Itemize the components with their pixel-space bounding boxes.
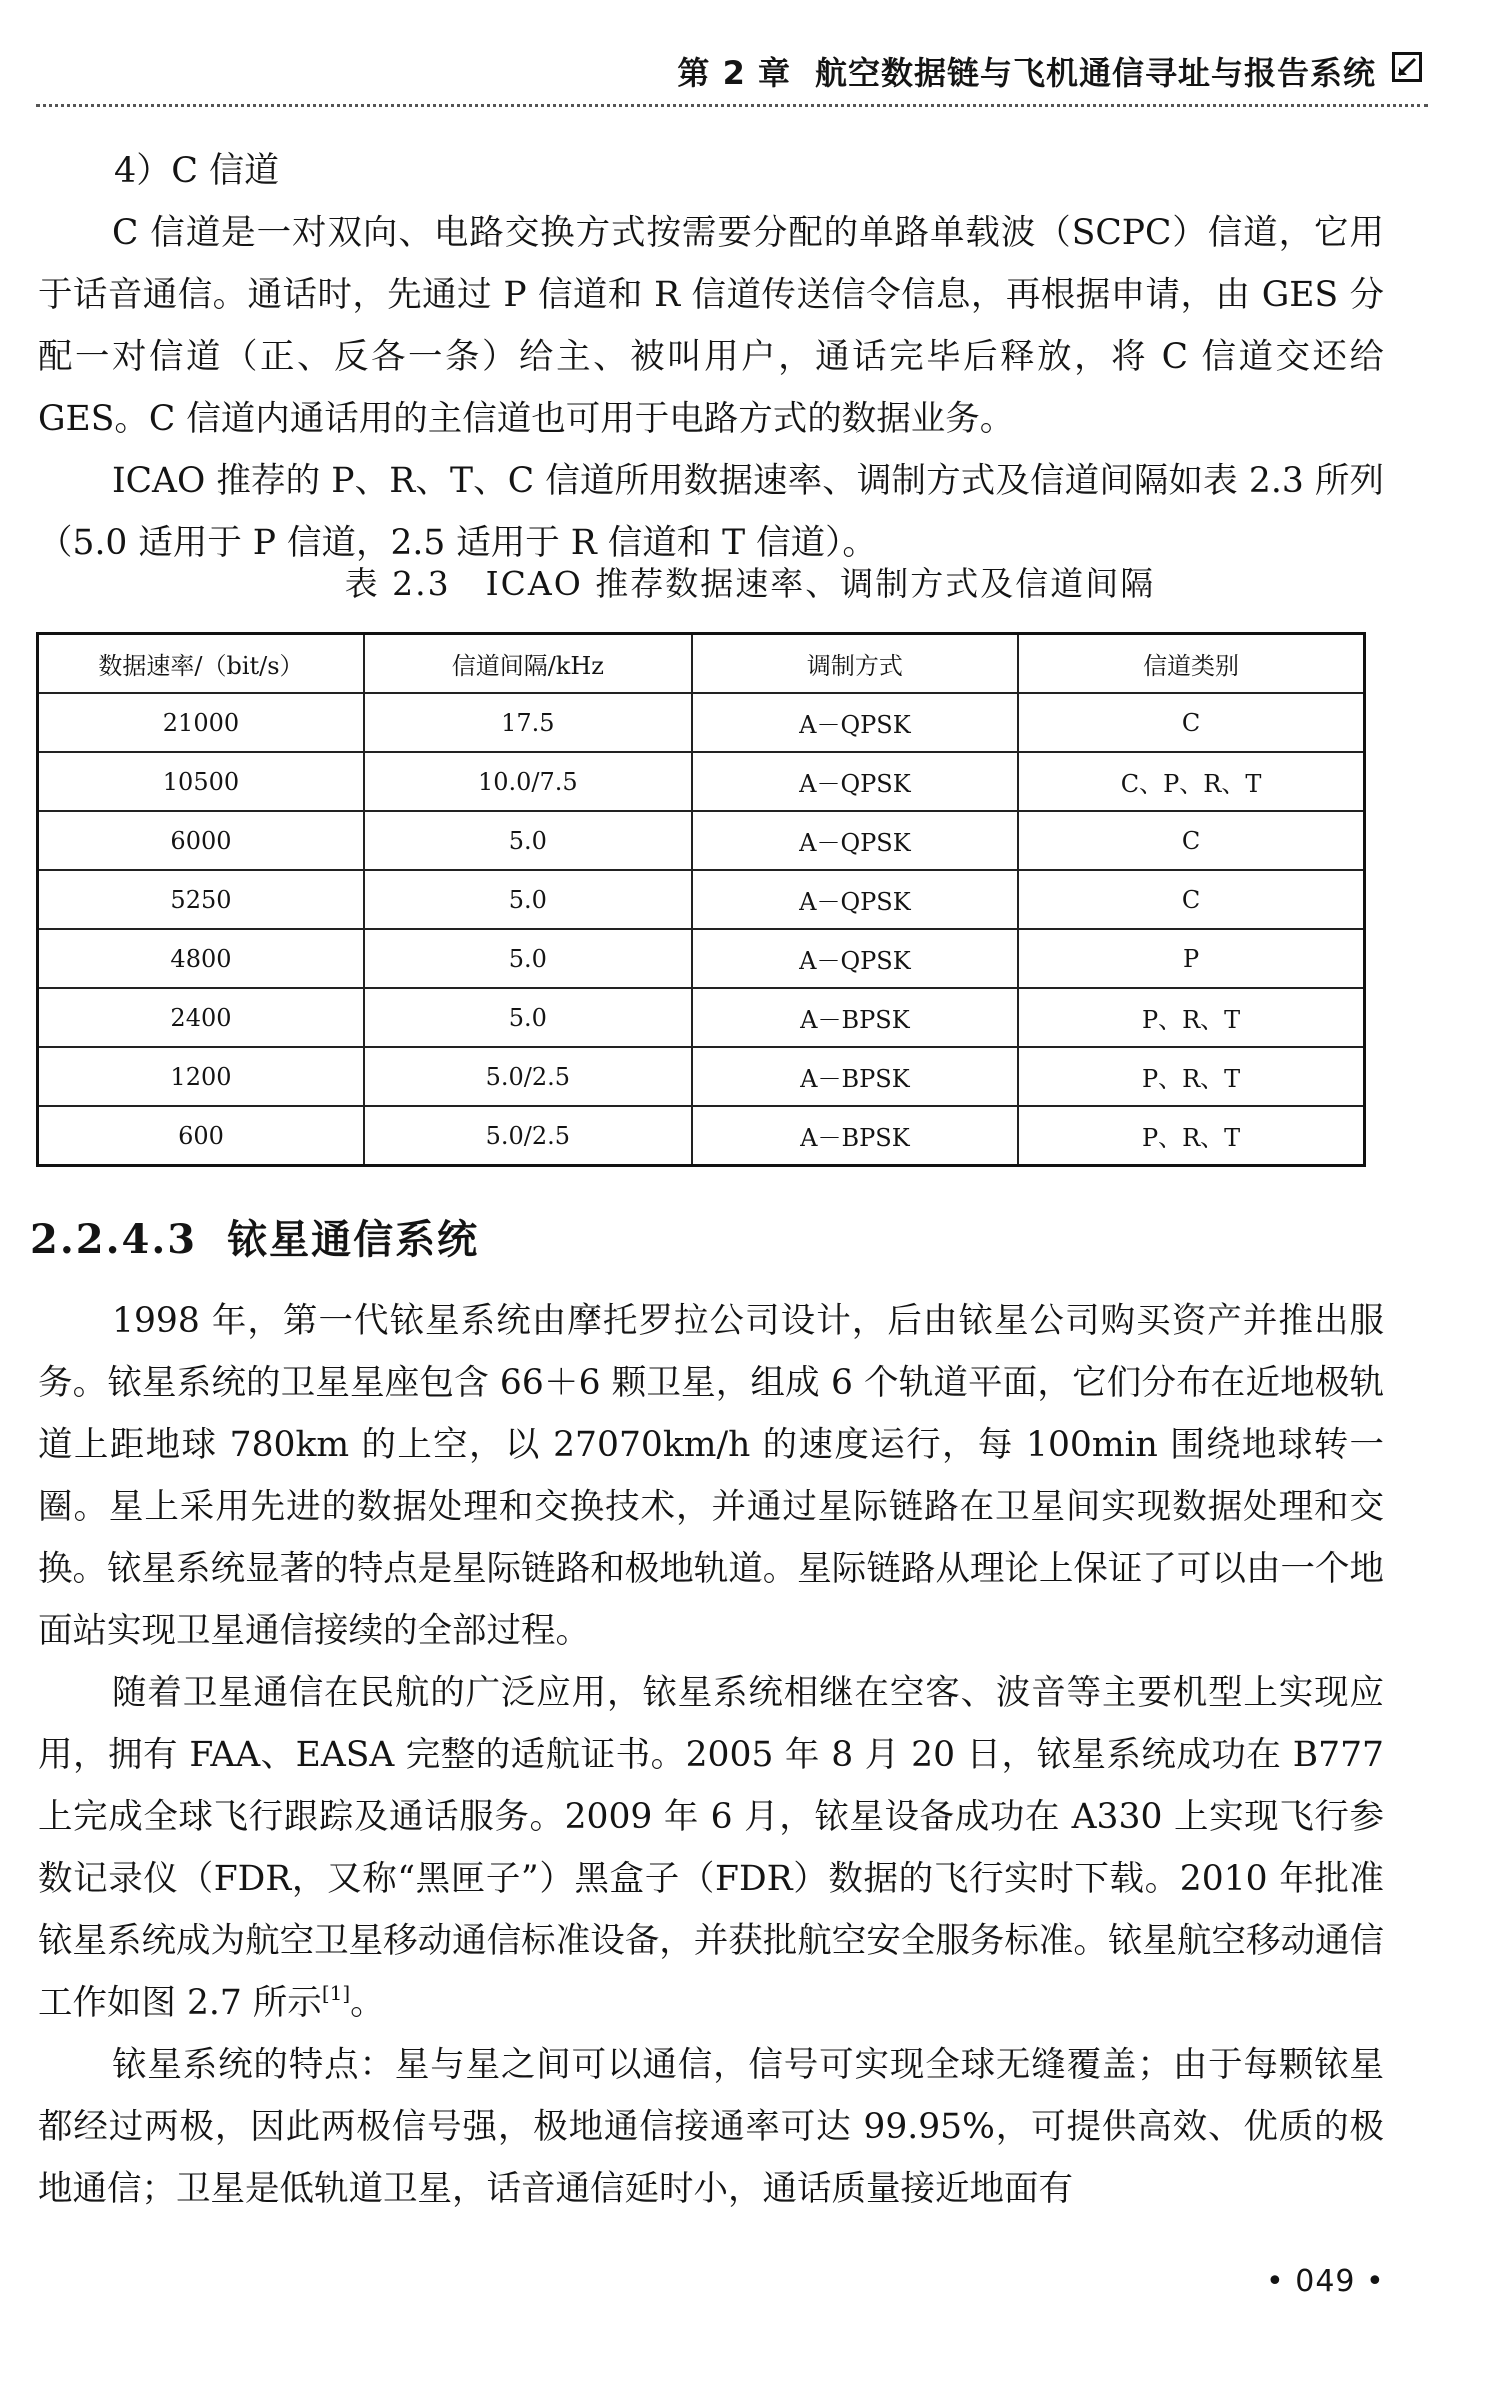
table-cell: 4800 — [38, 929, 364, 988]
section-number: 2.2.4.3 — [30, 1216, 198, 1263]
running-header — [0, 48, 1376, 94]
table-row — [38, 752, 1365, 811]
table-cell: 600 — [38, 1106, 364, 1166]
paragraph-icao-rates: ICAO 推荐的 P、R、T、C 信道所用数据速率、调制方式及信道间隔如表 2.3 所列（5.0 适用于 P 信道，2.5 适用于 R 信道和 T 信道）。 — [38, 461, 1384, 563]
table-cell: 5250 — [38, 870, 364, 929]
chapter-book-icon — [1392, 52, 1422, 82]
table-cell: C — [1018, 693, 1364, 752]
table-row — [38, 1106, 1365, 1166]
chapter-label: 第 2 章 — [677, 54, 791, 92]
table-cell: P、R、T — [1018, 988, 1364, 1047]
table-cell: 10500 — [38, 752, 364, 811]
table-cell: 5.0 — [364, 870, 692, 929]
table-cell: C — [1018, 811, 1364, 870]
table-cell: 5.0/2.5 — [364, 1047, 692, 1106]
table-row — [38, 929, 1365, 988]
table-row — [38, 811, 1365, 870]
table-row — [38, 693, 1365, 752]
table-cell: P、R、T — [1018, 1047, 1364, 1106]
table-cell: 21000 — [38, 693, 364, 752]
table-cell: 5.0 — [364, 929, 692, 988]
paragraph-iridium-history: 1998 年，第一代铱星系统由摩托罗拉公司设计，后由铱星公司购买资产并推出服务。铱星系统的卫星星座包含 66＋6 颗卫星，组成 6 个轨道平面，它们分布在近地极轨道上距地球 780km 的上空，以 27070km/h 的速度运行，每 100min 围绕地球转一圈。星上采用先进的数据处理和交换技术，并通过星际链路在卫星间实现数据处理和交换。铱星系统显著的特点是星际链路和极地轨道。星际链路从理论上保证了可以由一个地面站实现卫星通信接续的全部过程。 — [38, 1301, 1384, 1651]
table-cell: 1200 — [38, 1047, 364, 1106]
table-cell: A－QPSK — [692, 752, 1018, 811]
table-cell: A－QPSK — [692, 870, 1018, 929]
column-header-data-rate: 数据速率/（bit/s） — [38, 634, 364, 694]
table-caption: 表 2.3 ICAO 推荐数据速率、调制方式及信道间隔 — [344, 564, 1156, 603]
table-cell: P、R、T — [1018, 1106, 1364, 1166]
table-cell: 5.0/2.5 — [364, 1106, 692, 1166]
section-heading — [30, 1210, 479, 1270]
table-cell: C — [1018, 870, 1364, 929]
table-cell: 5.0 — [364, 811, 692, 870]
table-cell: A－BPSK — [692, 1106, 1018, 1166]
column-header-channel-spacing: 信道间隔/kHz — [364, 634, 692, 694]
paragraph-end-punctuation: 。 — [350, 1983, 385, 2023]
paragraph-iridium-civil-aviation — [38, 1662, 1384, 2034]
table-header-row — [38, 634, 1365, 694]
data-rate-table — [36, 632, 1366, 1167]
table-cell: 5.0 — [364, 988, 692, 1047]
paragraph-text: 随着卫星通信在民航的广泛应用，铱星系统相继在空客、波音等主要机型上实现应用，拥有 FAA、EASA 完整的适航证书。2005 年 8 月 20 日，铱星系统成功在 B777 上完成全球飞行跟踪及通话服务。2009 年 6 月，铱星设备成功在 A330 上实现飞行参数记录仪（FDR，又称“黑匣子”）黑盒子（FDR）数据的飞行实时下载。2010 年批准铱星系统成为航空卫星移动通信标准设备，并获批航空安全服务标准。铱星航空移动通信工作如图 2.7 所示 — [38, 1673, 1384, 2023]
header-divider — [36, 104, 1428, 107]
table-cell: 10.0/7.5 — [364, 752, 692, 811]
paragraph-c-channel: C 信道是一对双向、电路交换方式按需要分配的单路单载波（SCPC）信道，它用于话音通信。通话时，先通过 P 信道和 R 信道传送信令信息，再根据申请，由 GES 分配一对信道（正、反各一条）给主、被叫用户，通话完毕后释放，将 C 信道交还给 GES。C 信道内通话用的主信道也可用于电路方式的数据业务。 — [38, 213, 1384, 439]
page-number: • 049 • — [1266, 2264, 1385, 2299]
table-cell: 2400 — [38, 988, 364, 1047]
table-cell: P — [1018, 929, 1364, 988]
paragraph-iridium-features: 铱星系统的特点：星与星之间可以通信，信号可实现全球无缝覆盖；由于每颗铱星都经过两极，因此两极信号强，极地通信接通率可达 99.95%，可提供高效、优质的极地通信；卫星是低轨道卫星，话音通信延时小，通话质量接近地面有 — [38, 2045, 1384, 2209]
column-header-modulation: 调制方式 — [692, 634, 1018, 694]
table-row — [38, 1047, 1365, 1106]
table-cell: A－BPSK — [692, 1047, 1018, 1106]
column-header-channel-type: 信道类别 — [1018, 634, 1364, 694]
citation-reference: [1] — [321, 1981, 351, 2005]
table-cell: A－BPSK — [692, 988, 1018, 1047]
table-cell: A－QPSK — [692, 929, 1018, 988]
table-cell: A－QPSK — [692, 693, 1018, 752]
table-row — [38, 988, 1365, 1047]
chapter-title: 航空数据链与飞机通信寻址与报告系统 — [814, 54, 1376, 92]
table-row — [38, 870, 1365, 929]
table-cell: A－QPSK — [692, 811, 1018, 870]
subsection-heading: 4）C 信道 — [114, 151, 280, 191]
table-cell: 6000 — [38, 811, 364, 870]
section-title: 铱星通信系统 — [227, 1216, 480, 1263]
table-cell: C、P、R、T — [1018, 752, 1364, 811]
table-cell: 17.5 — [364, 693, 692, 752]
